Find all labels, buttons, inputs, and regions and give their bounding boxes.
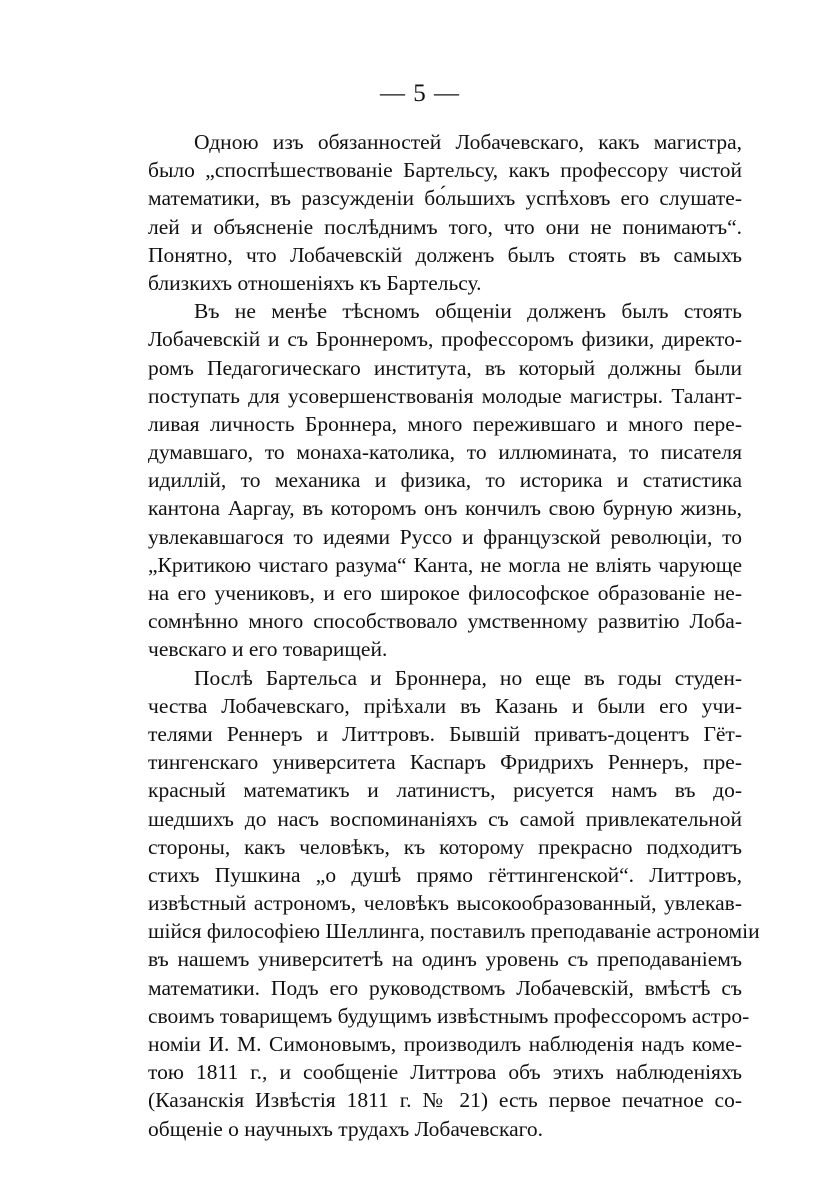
text-line: шійся философіею Шеллинга, поставилъ преподаваніе астрономіи bbox=[148, 919, 760, 944]
text-line: общеніе о научныхъ трудахъ Лобачевскаго. bbox=[148, 1116, 544, 1141]
text-line: Понятно, что Лобачевскій долженъ былъ стоять въ самыхъ bbox=[148, 242, 742, 267]
text-line: (Казанскія Извѣстія 1811 г. № 21) есть первое печатное со- bbox=[148, 1088, 742, 1113]
text-line: стихъ Пушкина „о душѣ прямо гёттингенской“. Литтровъ, bbox=[148, 862, 742, 887]
text-line: было „споспѣшествованіе Бартельсу, какъ профессору чистой bbox=[148, 158, 742, 183]
text-line: думавшаго, то монаха-католика, то иллюмината, то писателя bbox=[148, 440, 742, 465]
text-line: ливая личность Броннера, много пережившаго и много пере- bbox=[148, 411, 742, 436]
text-line: своимъ товарищемъ будущимъ извѣстнымъ профессоромъ астро- bbox=[148, 1003, 750, 1028]
paragraph-2 bbox=[148, 297, 742, 663]
text-line: математики. Подъ его руководствомъ Лобачевскій, вмѣстѣ съ bbox=[148, 975, 742, 1000]
text-line: шедшихъ до насъ воспоминаніяхъ съ самой привлекательной bbox=[148, 806, 742, 831]
body-text bbox=[148, 128, 760, 1143]
text-line: кантона Ааргау, въ которомъ онъ кончилъ свою бурную жизнь, bbox=[148, 496, 742, 521]
paragraph-3 bbox=[148, 664, 760, 1143]
text-line: идиллій, то механика и физика, то историка и статистика bbox=[148, 468, 742, 493]
text-line: чевскаго и его товарищей. bbox=[148, 637, 388, 662]
text-line: чества Лобачевскаго, пріѣхали въ Казань и были его учи- bbox=[148, 693, 742, 718]
text-line: Послѣ Бартельса и Броннера, но еще въ годы студен- bbox=[194, 665, 742, 690]
paragraph-1 bbox=[148, 128, 742, 297]
text-line: Лобачевскій и съ Броннеромъ, профессоромъ физики, директо- bbox=[148, 327, 742, 352]
text-line: стороны, какъ человѣкъ, къ которому прекрасно подходитъ bbox=[148, 834, 742, 859]
text-line: поступать для усовершенствованія молодые магистры. Талант- bbox=[148, 383, 742, 408]
text-line: ромъ Педагогическаго института, въ который должны были bbox=[148, 355, 742, 380]
text-line: Въ не менѣе тѣсномъ общеніи долженъ былъ стоять bbox=[194, 299, 742, 324]
text-line: тою 1811 г., и сообщеніе Литтрова объ этихъ наблюденіяхъ bbox=[148, 1060, 742, 1085]
text-line: сомнѣнно много способствовало умственному развитію Лоба- bbox=[148, 609, 742, 634]
text-line: „Критикою чистаго разума“ Канта, не могла не вліять чарующе bbox=[148, 552, 742, 577]
text-line: извѣстный астрономъ, человѣкъ высокообразованный, увлекав- bbox=[148, 891, 742, 916]
text-line: Одною изъ обязанностей Лобачевскаго, какъ магистра, bbox=[194, 130, 742, 154]
text-line: номіи И. М. Симоновымъ, производилъ наблюденія надъ коме- bbox=[148, 1032, 742, 1056]
text-line: лей и объясненіе послѣднимъ того, что они не понимаютъ“. bbox=[148, 214, 742, 239]
text-line: на его учениковъ, и его широкое философское образованіе не- bbox=[148, 581, 742, 605]
text-line: близкихъ отношеніяхъ къ Бартельсу. bbox=[148, 270, 482, 295]
text-line: математики, въ разсужденіи бо́льшихъ успѣховъ его слушате- bbox=[148, 186, 742, 211]
text-line: тингенскаго университета Каспаръ Фридрихъ Реннеръ, пре- bbox=[148, 750, 742, 775]
text-line: телями Реннеръ и Литтровъ. Бывшій приватъ-доцентъ Гёт- bbox=[148, 721, 742, 746]
page-number: — 5 — bbox=[380, 80, 460, 107]
text-line: красный математикъ и латинистъ, рисуется намъ въ до- bbox=[148, 778, 742, 803]
text-line: увлекавшагося то идеями Руссо и французской революціи, то bbox=[148, 524, 742, 549]
text-line: въ нашемъ университетѣ на одинъ уровень съ преподаваніемъ bbox=[148, 947, 742, 972]
